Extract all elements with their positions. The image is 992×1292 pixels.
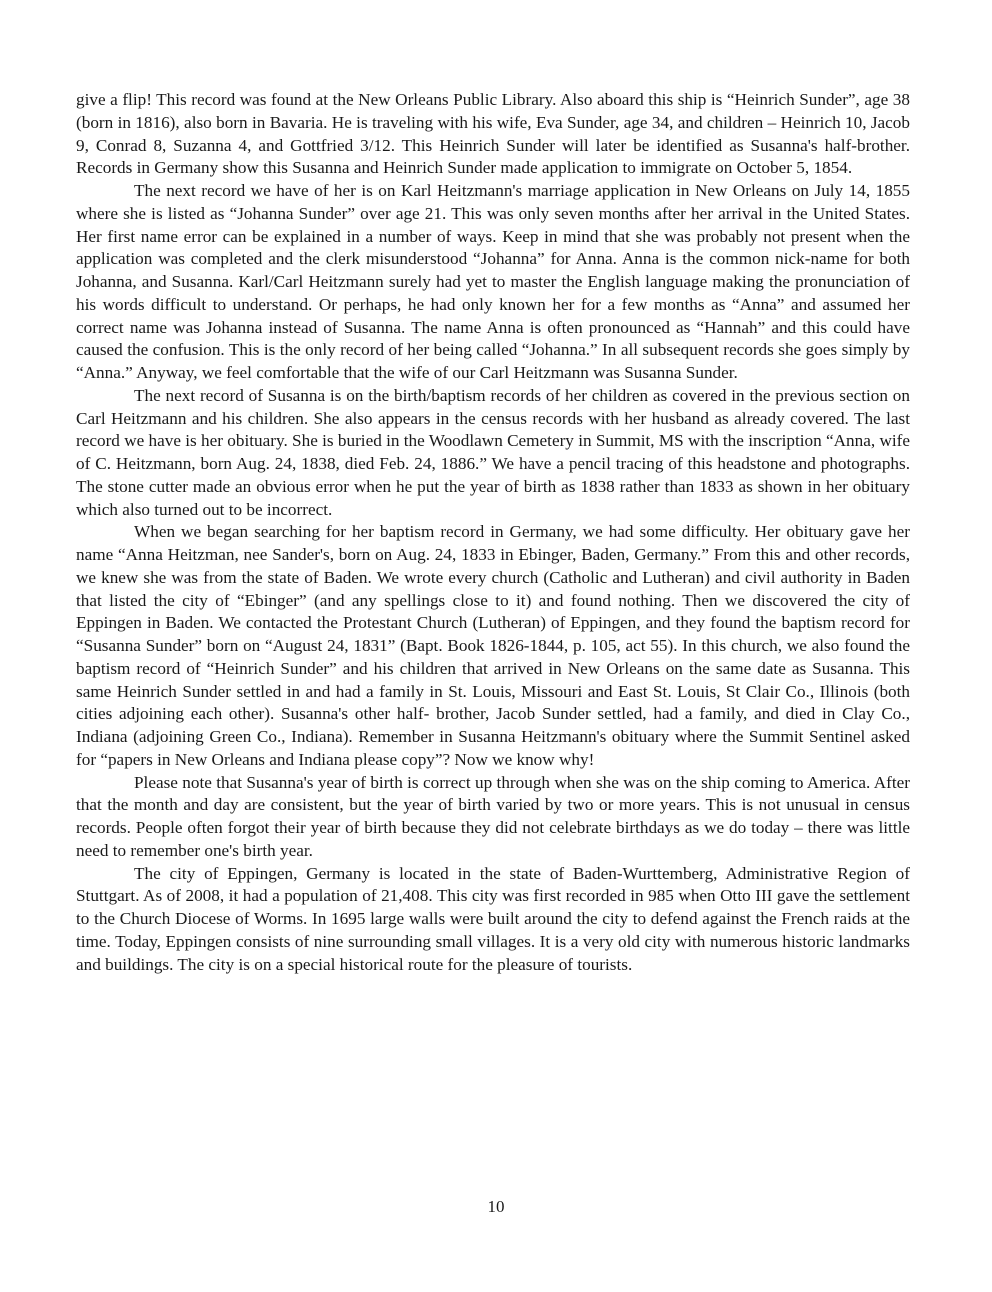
paragraph-continuation: give a flip! This record was found at the New Orleans Public Library. Also aboard this ship is “Heinrich Sunder”, age 38 (born in 1816), also born in Bavaria. He is traveling with his wife, Eva Sunder, age 34, and children – Heinrich 10, Jacob 9, Conrad 8, Suzanna 4, and Gottfried 3/12. This Heinrich Sunder will later be identified as Susanna's half-brother. Records in Germany show this Susanna and Heinrich Sunder made application to immigrate on October 5, 1854. bbox=[76, 90, 910, 178]
paragraph-eppingen: The city of Eppingen, Germany is located in the state of Baden-Wurttemberg, Administrative Region of Stuttgart. As of 2008, it had a population of 21,408. This city was first recorded in 985 when Otto III gave the settlement to the Church Diocese of Worms. In 1695 large walls were built around the city to defend against the French raids at the time. Today, Eppingen consists of nine surrounding small villages. It is a very old city with numerous historic landmarks and buildings. The city is on a special historical route for the pleasure of tourists. bbox=[76, 863, 910, 974]
page-number: 10 bbox=[487, 1197, 505, 1216]
paragraph-year-of-birth: Please note that Susanna's year of birth is correct up through when she was on the ship coming to America. After that the month and day are consistent, but the year of birth varied by two or more years. This is not unusual in census records. People often forgot their year of birth because they did not celebrate birthdays as we do today – there was little need to remember one's birth year. bbox=[76, 772, 910, 860]
paragraph-birth-baptism-records: The next record of Susanna is on the birth/baptism records of her children as covered in the previous section on Carl Heitzmann and his children. She also appears in the census records with her husband as already covered. The last record we have is her obituary. She is buried in the Woodlawn Cemetery in Summit, MS with the inscription “Anna, wife of C. Heitzmann, born Aug. 24, 1838, died Feb. 24, 1886.” We have a pencil tracing of this headstone and photographs. The stone cutter made an obvious error when he put the year of birth as 1838 rather than 1833 as shown in her obituary which also turned out to be incorrect. bbox=[76, 385, 910, 519]
paragraph-baptism-search: When we began searching for her baptism record in Germany, we had some difficulty. Her obituary gave her name “Anna Heitzman, nee Sander's, born on Aug. 24, 1833 in Ebinger, Baden, Germany.” From this and other records, we knew she was from the state of Baden. We wrote every church (Catholic and Lutheran) and civil authority in Baden that listed the city of “Ebinger” (and any spellings close to it) and found nothing. Then we discovered the city of Eppingen in Baden. We contacted the Protestant Church (Lutheran) of Eppingen, and they found the baptism record for “Susanna Sunder” born on “August 24, 1831” (Bapt. Book 1826-1844, p. 105, act 55). In this church, we also found the baptism record of “Heinrich Sunder” and his children that arrived in New Orleans on the same date as Susanna. This same Heinrich Sunder settled in and had a family in St. Louis, Missouri and East St. Louis, St Clair Co., Illinois (both cities adjoining each other). Susanna's other half- brother, Jacob Sunder settled, had a family, and died in Clay Co., Indiana (adjoining Green Co., Indiana). Remember in Susanna Heitzmann's obituary where the Summit Sentinel asked for “papers in New Orleans and Indiana please copy”? Now we know why! bbox=[76, 522, 910, 769]
paragraph-marriage-application: The next record we have of her is on Karl Heitzmann's marriage application in New Orleans on July 14, 1855 where she is listed as “Johanna Sunder” over age 21. This was only seven months after her arrival in the United States. Her first name error can be explained in a number of ways. Keep in mind that she was probably not present when the application was completed and the clerk misunderstood “Johanna” for Anna. Anna is the common nick-name for both Johanna, and Susanna. Karl/Carl Heitzmann surely had yet to master the English language making the pronunciation of his words difficult to understand. Or perhaps, he had only known her for a few months as “Anna” and assumed her correct name was Johanna instead of Susanna. The name Anna is often pronounced as “Hannah” and this could have caused the confusion. This is the only record of her being called “Johanna.” In all subsequent records she goes simply by “Anna.” Anyway, we feel comfortable that the wife of our Carl Heitzmann was Susanna Sunder. bbox=[76, 181, 910, 382]
body-text bbox=[76, 89, 910, 976]
